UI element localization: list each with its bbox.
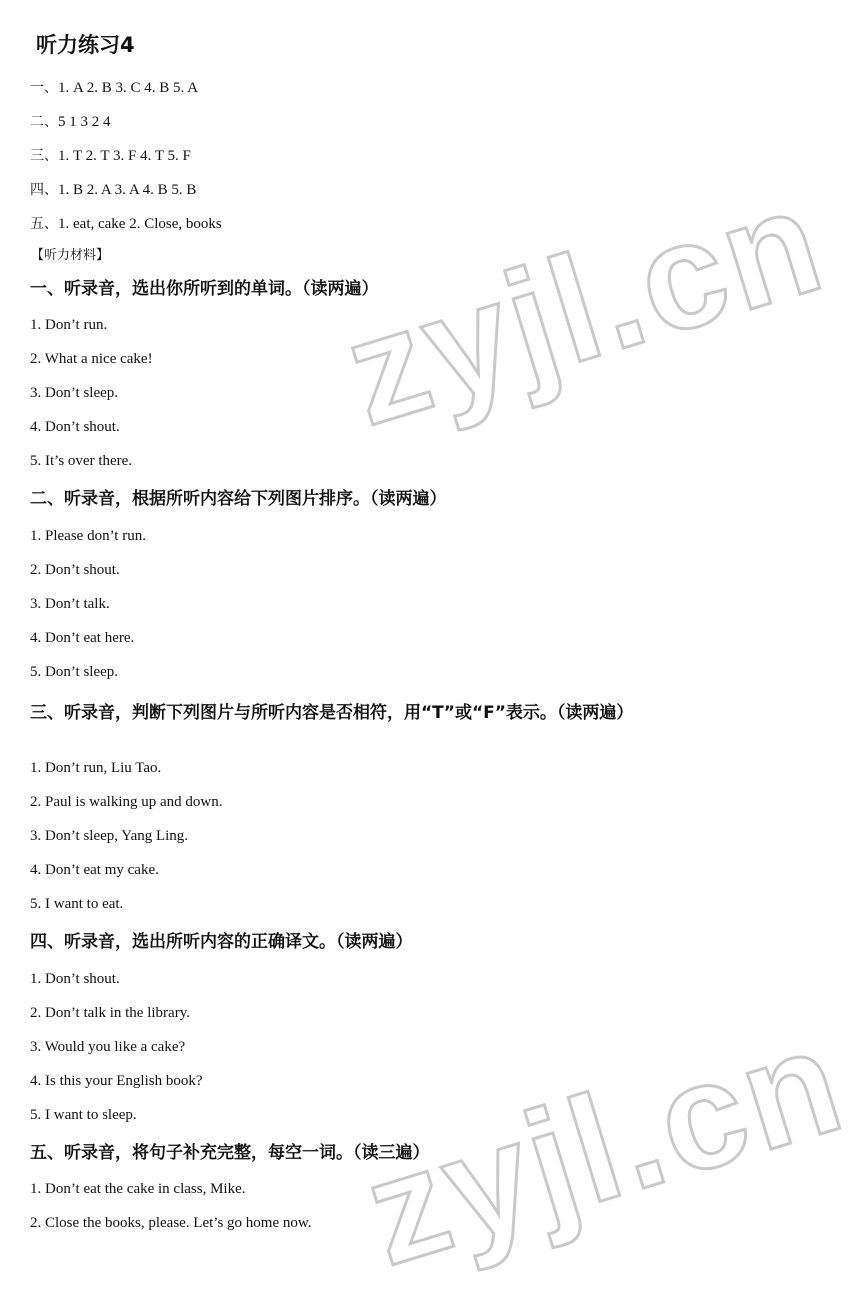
list-item: 4. Don’t eat here.: [30, 630, 135, 646]
answer-line: [30, 179, 196, 199]
answer-number: 二、: [30, 114, 58, 130]
section-heading: 三、听录音，判断下列图片与所听内容是否相符，用“T”或“F”表示。（读两遍）: [30, 703, 634, 723]
list-item: 2. Close the books, please. Let’s go home now.: [30, 1215, 312, 1231]
answer-number: 四、: [30, 182, 58, 198]
list-item: 5. It’s over there.: [30, 453, 133, 469]
list-item: 1. Don’t run, Liu Tao.: [30, 760, 162, 776]
list-item: 3. Don’t talk.: [30, 596, 110, 612]
list-item: 3. Don’t sleep.: [30, 385, 119, 401]
list-item: 1. Please don’t run.: [30, 528, 146, 544]
watermark: zyjl.cn: [347, 994, 862, 1297]
answer-text: 5 1 3 2 4: [58, 114, 111, 130]
listening-material-tag: 【听力材料】: [31, 248, 110, 263]
list-item: 2. Don’t talk in the library.: [30, 1005, 190, 1021]
answer-line: [30, 111, 111, 131]
answer-text: 1. eat, cake 2. Close, books: [58, 216, 222, 232]
answer-text: 1. B 2. A 3. A 4. B 5. B: [58, 182, 197, 198]
section-heading: 一、听录音，选出你所听到的单词。（读两遍）: [30, 279, 379, 299]
list-item: 4. Don’t shout.: [30, 419, 120, 435]
answer-line: [30, 77, 198, 97]
list-item: 5. I want to eat.: [30, 896, 124, 912]
list-item: 1. Don’t shout.: [30, 971, 120, 987]
list-item: 5. Don’t sleep.: [30, 664, 119, 680]
list-item: 4. Don’t eat my cake.: [30, 862, 159, 878]
list-item: 1. Don’t eat the cake in class, Mike.: [30, 1181, 246, 1197]
list-item: 4. Is this your English book?: [30, 1073, 203, 1089]
section-heading: 二、听录音，根据所听内容给下列图片排序。（读两遍）: [30, 489, 447, 509]
list-item: 2. Paul is walking up and down.: [30, 794, 223, 810]
list-item: 1. Don’t run.: [30, 317, 108, 333]
answer-line: [30, 145, 191, 165]
answer-line: [30, 213, 222, 233]
section-heading: 五、听录音，将句子补充完整，每空一词。（读三遍）: [30, 1143, 430, 1163]
answer-text: 1. T 2. T 3. F 4. T 5. F: [58, 148, 191, 164]
list-item: 5. I want to sleep.: [30, 1107, 137, 1123]
list-item: 2. What a nice cake!: [30, 351, 153, 367]
page-title: 听力练习4: [36, 33, 135, 57]
answer-number: 五、: [30, 216, 58, 232]
answer-number: 一、: [30, 80, 58, 96]
answer-text: 1. A 2. B 3. C 4. B 5. A: [58, 80, 199, 96]
answer-number: 三、: [30, 148, 58, 164]
list-item: 3. Would you like a cake?: [30, 1039, 186, 1055]
list-item: 3. Don’t sleep, Yang Ling.: [30, 828, 189, 844]
list-item: 2. Don’t shout.: [30, 562, 120, 578]
watermark: zyjl.cn: [327, 154, 842, 458]
section-heading: 四、听录音，选出所听内容的正确译文。（读两遍）: [30, 932, 413, 952]
